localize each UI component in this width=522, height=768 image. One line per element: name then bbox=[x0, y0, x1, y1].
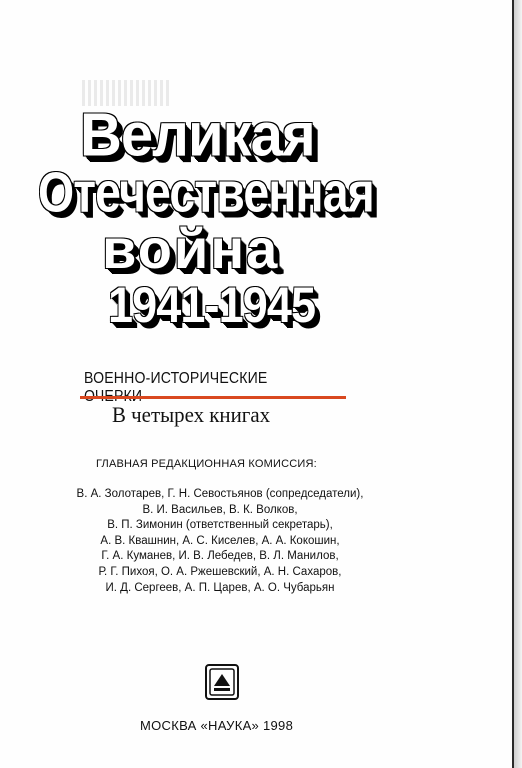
committee-member-row: Г. А. Куманев, И. В. Лебедев, В. Л. Манилов, bbox=[101, 550, 339, 563]
committee-member-row: В. А. Золотарев, Г. Н. Севостьянов (сопредседатели), bbox=[76, 488, 364, 500]
books-note: В четырех книгах bbox=[112, 402, 271, 427]
committee-members bbox=[40, 487, 400, 596]
committee-member-row: В. И. Васильев, В. К. Волков, bbox=[142, 503, 298, 516]
subtitle: ВОЕННО-ИСТОРИЧЕСКИЕ bbox=[84, 370, 268, 387]
publisher-logo-icon bbox=[205, 664, 239, 700]
committee-heading: ГЛАВНАЯ РЕДАКЦИОННАЯ КОМИССИЯ: bbox=[96, 458, 317, 470]
committee-member-row: А. В. Квашнин, А. С. Киселев, А. А. Кокошин, bbox=[100, 534, 340, 547]
page-edge-shadow bbox=[514, 0, 522, 768]
title-years: 1941-1945 bbox=[108, 277, 316, 333]
imprint: МОСКВА «НАУКА» 1998 bbox=[140, 718, 294, 733]
title-line-3: война bbox=[102, 217, 280, 280]
title-line-1: Великая bbox=[80, 101, 315, 170]
subtitle-rule bbox=[80, 396, 346, 399]
title-line-2: Отечественная bbox=[38, 161, 374, 225]
committee-member-row: В. П. Зимонин (ответственный секретарь), bbox=[107, 519, 333, 532]
committee-member-row: И. Д. Сергеев, А. П. Царев, А. О. Чубарьян bbox=[105, 581, 335, 594]
committee-member-row: Р. Г. Пихоя, О. А. Ржешевский, А. Н. Сахаров, bbox=[98, 565, 342, 578]
page-edge-line bbox=[512, 0, 514, 768]
